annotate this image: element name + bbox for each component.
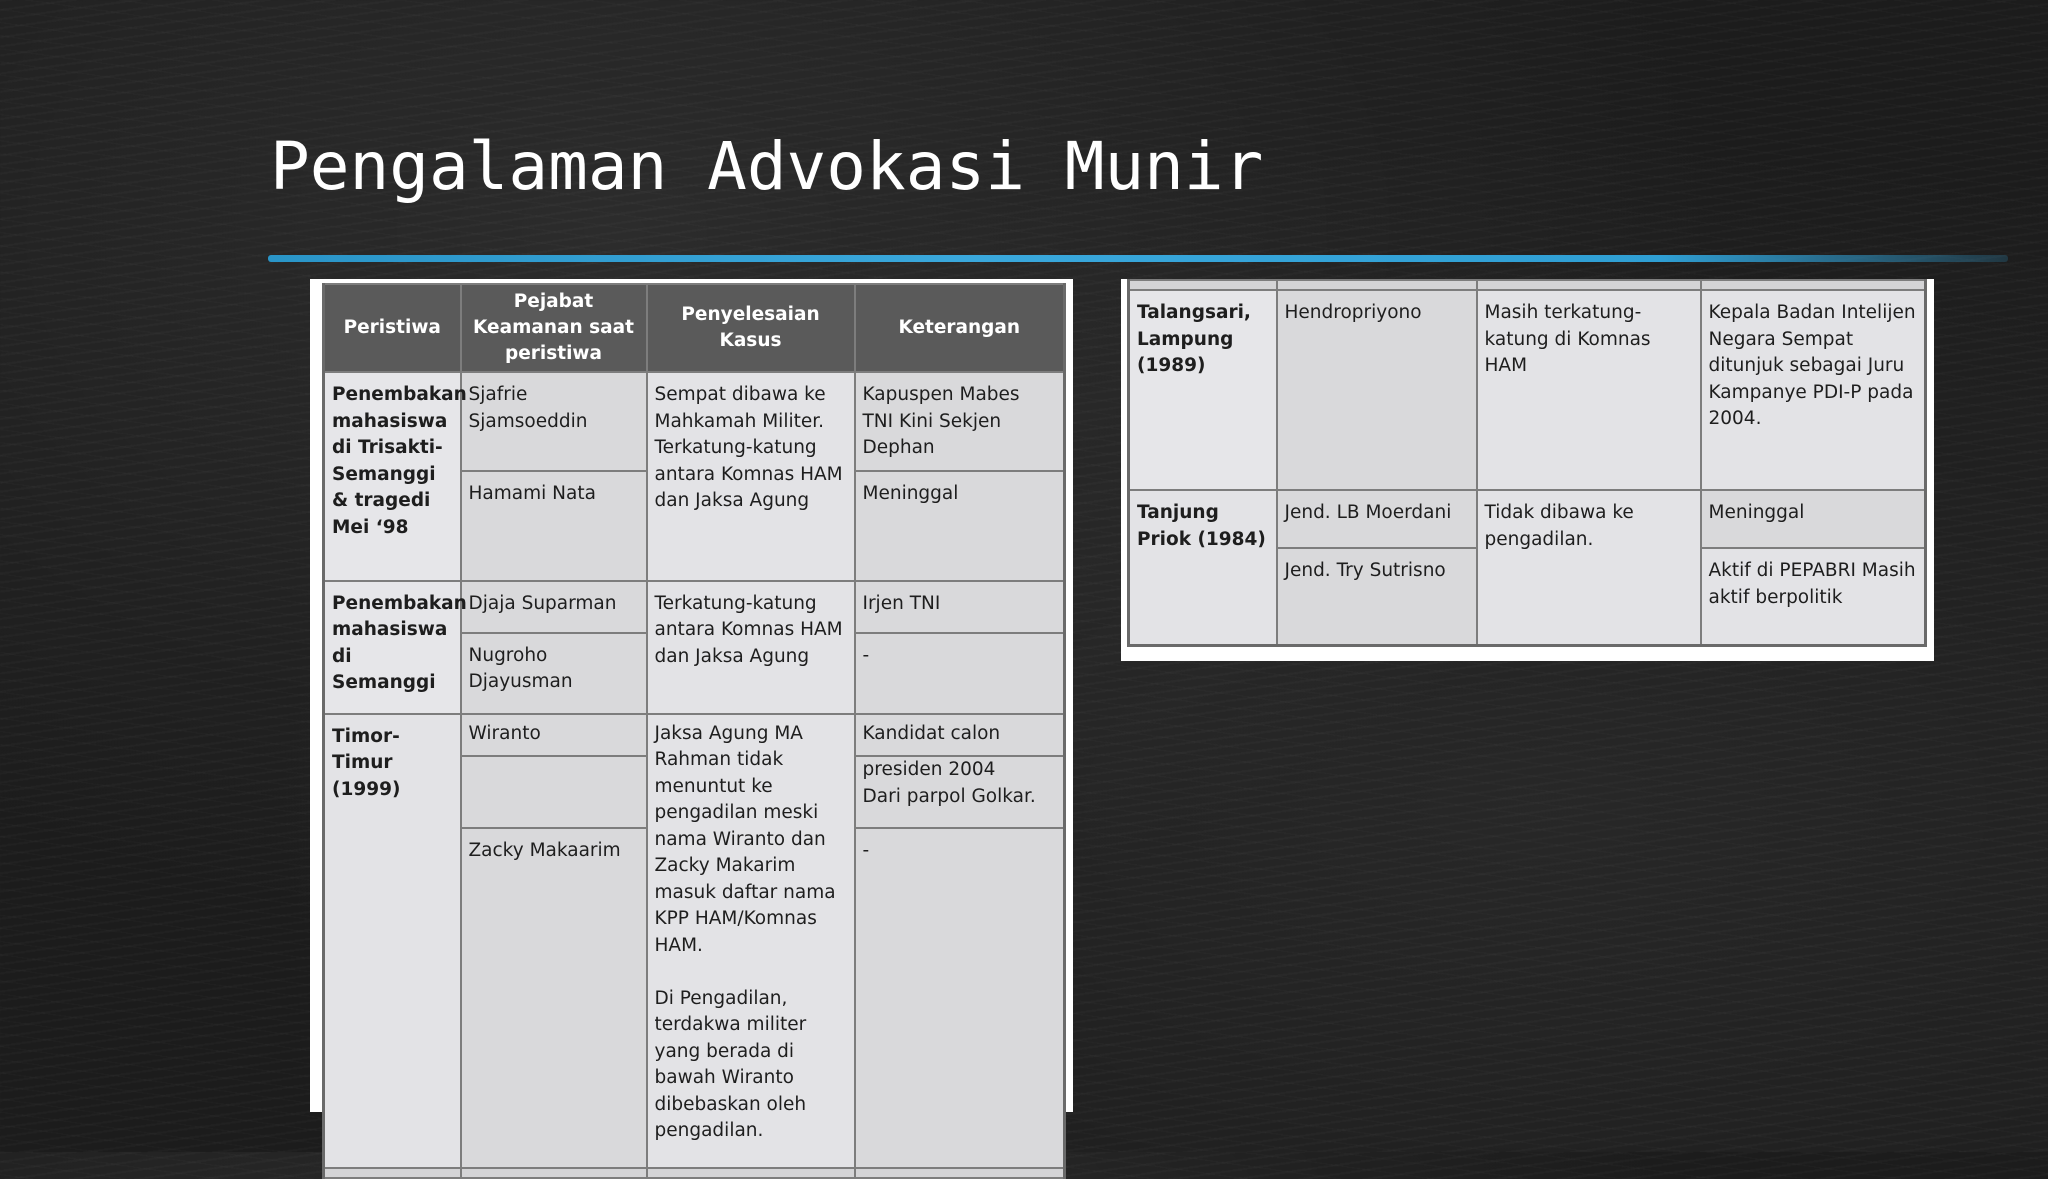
header-pejabat: Pejabat Keamanan saat peristiwa bbox=[461, 284, 647, 372]
resolution-cell: Masih terkatung-katung di Komnas HAM bbox=[1477, 290, 1701, 490]
table-row bbox=[324, 372, 1065, 471]
resolution-cell: Terkatung-katung antara Komnas HAM dan Jaksa Agung bbox=[647, 581, 855, 714]
table-row bbox=[324, 714, 1065, 757]
header-keterangan: Keterangan bbox=[855, 284, 1065, 372]
table-header-row bbox=[324, 284, 1065, 372]
official-cell: Djaja Suparman bbox=[461, 581, 647, 633]
event-cell: Penembakan mahasiswa di Semanggi bbox=[324, 581, 461, 714]
note-cell: Kepala Badan Intelijen Negara Sempat ditunjuk sebagai Juru Kampanye PDI-P pada 2004. bbox=[1701, 290, 1926, 490]
table-continuation-strip bbox=[1129, 280, 1926, 290]
table-row bbox=[1129, 290, 1926, 490]
slide-title: Pengalaman Advokasi Munir bbox=[270, 128, 1264, 205]
table-row bbox=[1129, 490, 1926, 548]
official-cell: Sjafrie Sjamsoeddin bbox=[461, 372, 647, 471]
resolution-cell: Jaksa Agung MA Rahman tidak menuntut ke pengadilan meski nama Wiranto dan Zacky Makarim masuk daftar nama KPP HAM/Komnas HAM. Di Pengadilan, terdakwa militer yang berada di bawah Wiranto dibebaskan oleh pengadilan. bbox=[647, 714, 855, 1169]
note-cell: - bbox=[855, 633, 1065, 714]
note-cell: Aktif di PEPABRI Masih aktif berpolitik bbox=[1701, 548, 1926, 645]
note-cell: presiden 2004 Dari parpol Golkar. bbox=[855, 756, 1065, 828]
table-row bbox=[324, 581, 1065, 633]
resolution-cell: Sempat dibawa ke Mahkamah Militer. Terkatung-katung antara Komnas HAM dan Jaksa Agung bbox=[647, 372, 855, 581]
advocacy-table-left bbox=[322, 283, 1066, 1179]
advocacy-table-right bbox=[1127, 279, 1927, 647]
header-penyelesaian: Penyelesaian Kasus bbox=[647, 284, 855, 372]
header-peristiwa: Peristiwa bbox=[324, 284, 461, 372]
note-cell: Irjen TNI bbox=[855, 581, 1065, 633]
note-cell: Kandidat calon bbox=[855, 714, 1065, 757]
note-cell: Kapuspen Mabes TNI Kini Sekjen Dephan bbox=[855, 372, 1065, 471]
right-table-panel bbox=[1121, 279, 1934, 661]
note-cell: Meninggal bbox=[1701, 490, 1926, 548]
official-cell: Nugroho Djayusman bbox=[461, 633, 647, 714]
official-cell: Jend. LB Moerdani bbox=[1277, 490, 1477, 548]
event-cell: Timor-Timur (1999) bbox=[324, 714, 461, 1169]
official-cell: Hendropriyono bbox=[1277, 290, 1477, 490]
official-cell: Jend. Try Sutrisno bbox=[1277, 548, 1477, 645]
left-table-panel bbox=[310, 279, 1073, 1141]
title-underline bbox=[268, 255, 2008, 262]
note-cell: - bbox=[855, 828, 1065, 1168]
event-cell: Talangsari, Lampung (1989) bbox=[1129, 290, 1277, 490]
event-cell: Penembakan mahasiswa di Trisakti-Semanggi & tragedi Mei ‘98 bbox=[324, 372, 461, 581]
official-cell: Zacky Makaarim bbox=[461, 828, 647, 1168]
resolution-cell: Tidak dibawa ke pengadilan. bbox=[1477, 490, 1701, 645]
table-continuation-strip bbox=[324, 1168, 1065, 1178]
official-cell: Hamami Nata bbox=[461, 471, 647, 581]
note-cell: Meninggal bbox=[855, 471, 1065, 581]
event-cell: Tanjung Priok (1984) bbox=[1129, 490, 1277, 645]
official-cell: Wiranto bbox=[461, 714, 647, 757]
official-cell bbox=[461, 756, 647, 828]
